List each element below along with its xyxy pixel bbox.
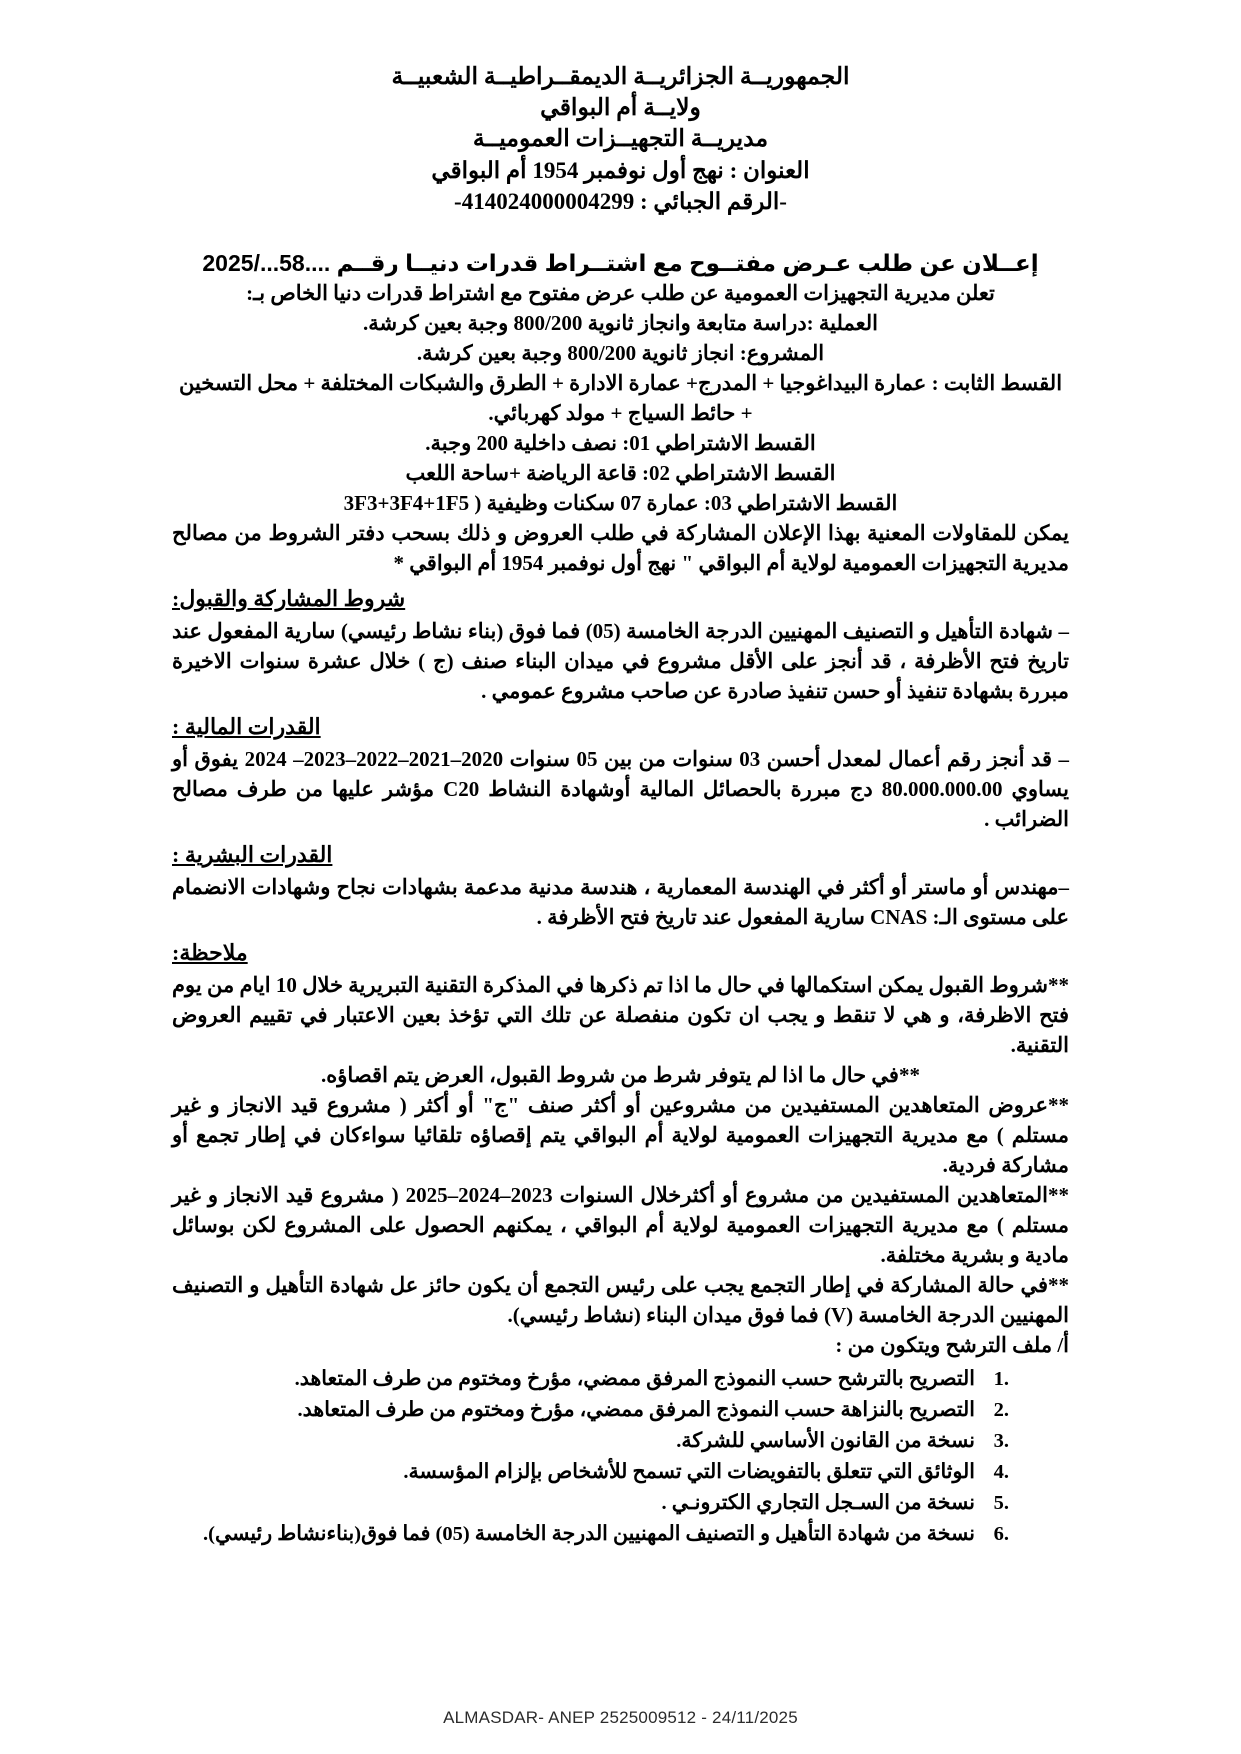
footer-anep-reference: ALMASDAR- ANEP 2525009512 - 24/11/2025 (443, 1708, 798, 1727)
participation-conditions-heading: شروط المشاركة والقبول: (172, 586, 406, 611)
header-wilaya-line: ولايــة أم البواقي (540, 95, 701, 121)
list-item: التصريح بالنزاهة حسب النموذج المرفق ممضي، مؤرخ ومختوم من طرف المتعاهد. (297, 1399, 975, 1421)
header-address-line: العنوان : نهج أول نوفمبر 1954 أم البواقي (431, 158, 810, 183)
list-item: نسخة من السـجل التجاري الكترونـي . (661, 1492, 975, 1514)
note-item: **شروط القبول يمكن استكمالها في حال ما اذا تم ذكرها في المذكرة التقنية التبريرية خلال 10 ايام من يوم فتح الاظرفة، و هي لا تنقط و يجب ان تكون منفصلة عن تلك التي تؤخذ بعين الاعتبار في تقييم العروض التقنية. (172, 973, 1069, 1057)
financial-capacity-heading: القدرات المالية : (172, 714, 321, 739)
financial-capacity-text: – قد أنجز رقم أعمال لمعدل أحسن 03 سنوات من بين 05 سنوات 2020–2021–2022–2023– 2024 يفوق أو يساوي 80.000.000.00 دج مبررة بالحصائل المالية أوشهادة النشاط C20 مؤشر عليها من طرف مصالح الضرائب . (172, 747, 1070, 831)
header-directorate-line: مديريــة التجهيــزات العموميــة (472, 126, 769, 152)
list-item: نسخة من شهادة التأهيل و التصنيف المهنيين الدرجة الخامسة (05) فما فوق(بناءنشاط رئيسي). (203, 1523, 975, 1545)
list-item: نسخة من القانون الأساسي للشركة. (676, 1430, 975, 1452)
human-capacity-text: –مهندس أو ماستر أو أكثر في الهندسة المعمارية ، هندسة مدنية مدعمة بشهادات نجاح وشهادات الانضمام على مستوى الـ: CNAS سارية المفعول عند تاريخ فتح الأظرفة . (172, 875, 1069, 929)
withdrawal-paragraph: يمكن للمقاولات المعنية بهذا الإعلان المشاركة في طلب العروض و ذلك بسحب دفتر الشروط من مصالح مديرية التجهيزات العمومية لولاية أم البواقي " نهج أول نوفمبر 1954 أم البواقي * (172, 521, 1069, 575)
lot-fixed: القسط الثابت : عمارة البيداغوجيا + المدرج+ عمارة الادارة + الطرق والشبكات المختلفة + محل التسخين + حائط السياج + مولد كهربائي. (178, 371, 1063, 425)
note-heading: ملاحظة: (172, 940, 248, 965)
note-item: **في حال ما اذا لم يتوفر شرط من شروط القبول، العرض يتم اقصاؤه. (321, 1063, 920, 1087)
document-header (172, 62, 1069, 217)
candidacy-file-heading: أ/ ملف الترشح ويتكون من : (835, 1333, 1069, 1357)
header-fiscal-number: -الرقم الجبائي : 414024000004299- (454, 189, 787, 214)
lot-conditional-03: القسط الاشتراطي 03: عمارة 07 سكنات وظيفية ( 3F3+3F4+1F5 (343, 491, 898, 515)
lot-conditional-02: القسط الاشتراطي 02: قاعة الرياضة +ساحة اللعب (405, 461, 836, 485)
list-item: الوثائق التي تتعلق بالتفويضات التي تسمح للأشخاص بإلزام المؤسسة. (403, 1461, 975, 1483)
note-item: **في حالة المشاركة في إطار التجمع يجب على رئيس التجمع أن يكون حائز عل شهادة التأهيل و التصنيف المهنيين الدرجة الخامسة (V) فما فوق ميدان البناء (نشاط رئيسي). (172, 1273, 1069, 1327)
project-line: المشروع: انجاز ثانوية 800/200 وجبة بعين كرشة. (416, 341, 825, 365)
intro-paragraph: تعلن مديرية التجهيزات العمومية عن طلب عرض مفتوح مع اشتراط قدرات دنيا الخاص بـ: (246, 281, 995, 305)
participation-conditions-text: – شهادة التأهيل و التصنيف المهنيين الدرجة الخامسة (05) فما فوق (بناء نشاط رئيسي) سارية المفعول عند تاريخ فتح الأظرفة ، قد أنجز على الأقل مشروع في ميدان البناء صنف (ج ) خلال عشرة سنوات الاخيرة مبررة بشهادة تنفيذ أو حسن تنفيذ صادرة عن صاحب مشروع عمومي . (172, 619, 1069, 703)
note-item: **عروض المتعاهدين المستفيدين من مشروعين أو أكثر صنف "ج" أو أكثر ( مشروع قيد الانجاز و غير مستلم ) مع مديرية التجهيزات العمومية لولاية أم البواقي يتم إقصاؤه تلقائيا سواءكان في إطار تجمع أو مشاركة فردية. (172, 1093, 1069, 1177)
operation-line: العملية :دراسة متابعة وانجاز ثانوية 800/200 وجبة بعين كرشة. (363, 311, 878, 335)
candidacy-documents-list (172, 1364, 1069, 1550)
lot-conditional-01: القسط الاشتراطي 01: نصف داخلية 200 وجبة. (425, 431, 816, 455)
header-republic-line: الجمهوريــة الجزائريــة الديمقــراطيــة الشعبيــة (391, 64, 850, 90)
announcement-title: إعــلان عن طلب عـرض مفتــوح مع اشتــراط قدرات دنيــا رقــم ....58.../2025 (202, 250, 1039, 276)
human-capacity-heading: القدرات البشرية : (172, 842, 333, 867)
list-item: التصريح بالترشح حسب النموذج المرفق ممضي، مؤرخ ومختوم من طرف المتعاهد. (294, 1368, 975, 1390)
note-item: **المتعاهدين المستفيدين من مشروع أو أكثرخلال السنوات 2023–2024–2025 ( مشروع قيد الانجاز و غير مستلم ) مع مديرية التجهيزات العمومية لولاية أم البواقي ، يمكنهم الحصول على المشروع لكن بوسائل مادية و بشرية مختلفة. (172, 1183, 1069, 1267)
